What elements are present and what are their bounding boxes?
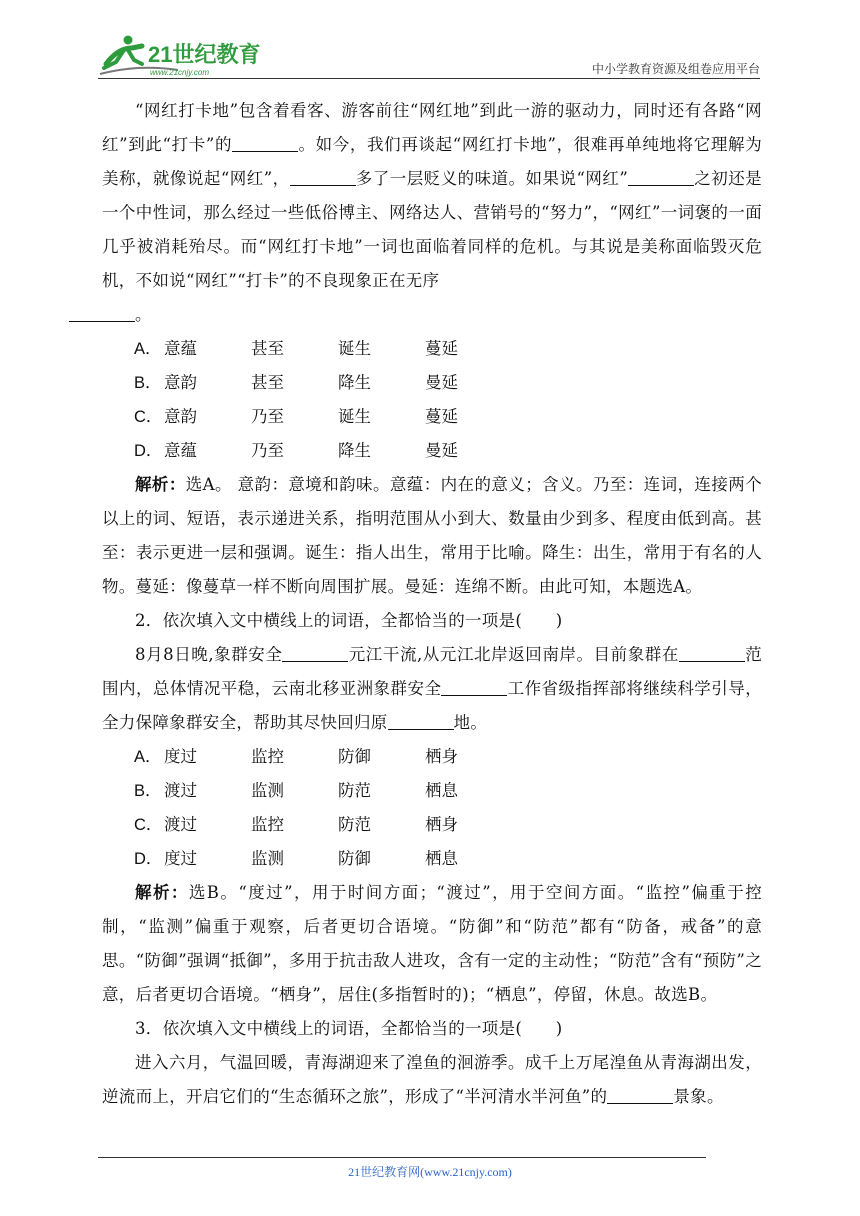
q3-stem: 3．依次填入文中横线上的词语，全都恰当的一项是( )	[135, 1019, 563, 1038]
option-row[interactable]: B． 意韵 甚至 降生 曼延	[134, 373, 458, 392]
option-row[interactable]: B． 渡过 监测 防范 栖息	[134, 781, 458, 800]
fill-blank	[607, 1087, 673, 1105]
q2-options	[102, 740, 762, 876]
fill-blank	[388, 713, 454, 731]
fill-blank	[69, 305, 135, 323]
option-row[interactable]: C． 渡过 监控 防范 栖身	[134, 815, 458, 834]
q1-analysis: 解析：选A。 意韵：意境和韵味。意蕴：内在的意义；含义。乃至：连词，连接两个以上的词、短语，表示递进关系，指明范围从小到大、数量由少到多、程度由低到高。甚至：表示更进一层和强调。诞生：指人出生，常用于比喻。降生：出生，常用于有名的人物。蔓延：像蔓草一样不断向周围扩展。曼延：连绵不断。由此可知，本题选A。	[102, 475, 762, 596]
fill-blank	[628, 169, 694, 187]
fill-blank	[441, 679, 507, 697]
logo-wordmark: 21世纪教育	[148, 42, 261, 67]
fill-blank	[290, 169, 356, 187]
q2-passage: 8月8日晚,象群安全 元江干流,从元江北岸返回南岸。目前象群在 范围内，总体情况平稳，云南北移亚洲象群安全 工作省级指挥部将继续科学引导，全力保障象群安全，帮助其尽快回归原 地。	[102, 645, 763, 732]
footer-link[interactable]: 21世纪教育网(www.21cnjy.com)	[348, 1165, 512, 1179]
q3-passage: 进入六月，气温回暖，青海湖迎来了湟鱼的洄游季。成千上万尾湟鱼从青海湖出发，逆流而上，开启它们的“生态循环之旅”，形成了“半河清水半河鱼”的 景象。	[102, 1053, 762, 1106]
fill-blank	[232, 135, 298, 153]
q2-stem: 2．依次填入文中横线上的词语，全都恰当的一项是( )	[135, 611, 563, 630]
logo-url: www.21cnjy.com	[150, 68, 209, 77]
q2-analysis: 解析：选B。“度过”，用于时间方面；“渡过”，用于空间方面。“监控”偏重于控制，“监测”偏重于观察，后者更切合语境。“防御”和“防范”都有“防备，戒备”的意思。“防御”强调“抵御”，多用于抗击敌人进攻，含有一定的主动性；“防范”含有“预防”之意，后者更切合语境。“栖身”，居住(多指暂时的)；“栖息”，停留，休息。故选B。	[102, 883, 762, 1004]
q1-passage: “网红打卡地”包含着看客、游客前往“网红地”到此一游的驱动力，同时还有各路“网红”到此“打卡”的 。如今，我们再谈起“网红打卡地”，很难再单纯地将它理解为美称，就像说起“网红”， 多了一层贬义的味道。如果说“网红” 之初还是一个中性词，那么经过一些低俗博主、网络达人、营销号的“努力”，“网红”一词褒的一面几乎被消耗殆尽。而“网红打卡地”一词也面临着同样的危机。与其说是美称面临毁灭危机，不如说“网红”“打卡”的不良现象正在无序 。	[102, 94, 762, 332]
document-body	[102, 94, 762, 1114]
fill-blank	[679, 645, 745, 663]
option-row[interactable]: C． 意韵 乃至 诞生 蔓延	[134, 407, 458, 426]
platform-name: 中小学教育资源及组卷应用平台	[591, 62, 760, 76]
runner-logo-icon	[98, 34, 268, 78]
site-logo[interactable]	[98, 34, 268, 78]
page-header	[98, 34, 760, 80]
footer-divider	[98, 1157, 706, 1158]
option-row[interactable]: A． 意蕴 甚至 诞生 蔓延	[134, 339, 458, 358]
option-row[interactable]: A． 度过 监控 防御 栖身	[134, 747, 458, 766]
header-divider	[98, 78, 760, 79]
option-row[interactable]: D． 度过 监测 防御 栖息	[134, 849, 458, 868]
fill-blank	[282, 645, 348, 663]
q1-options	[102, 332, 762, 468]
option-row[interactable]: D． 意蕴 乃至 降生 曼延	[134, 441, 458, 460]
